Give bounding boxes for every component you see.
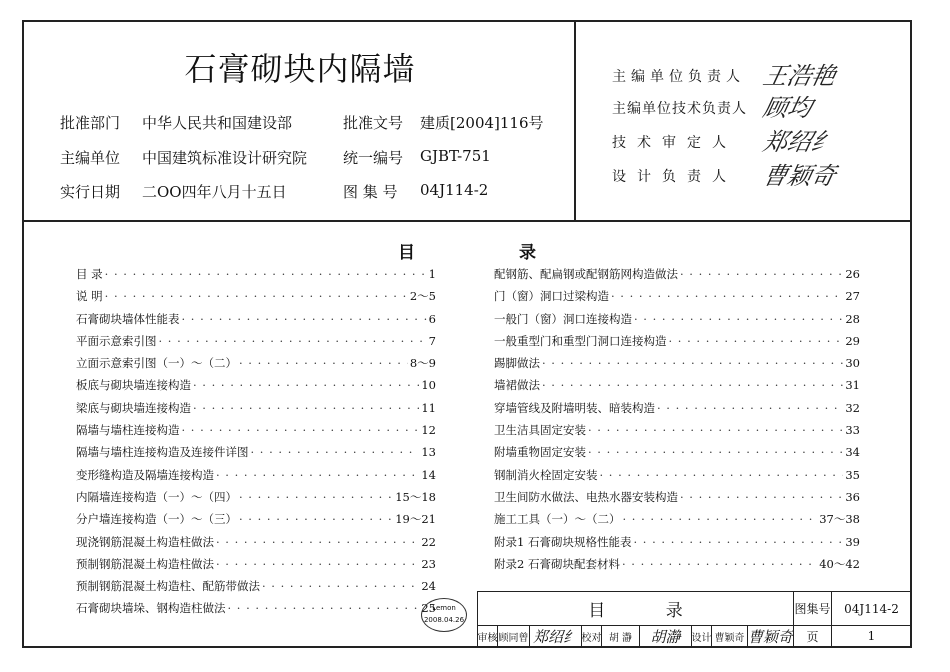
toc-entry-title: 内隔墙连接构造（一）～（四）: [76, 489, 237, 504]
toc-entry[interactable]: [494, 288, 860, 310]
responsible-role-2: 主编单位技术负责人: [612, 101, 747, 117]
toc-leader-dots: [193, 401, 419, 415]
toc-entry-page: 37～38: [819, 512, 860, 527]
responsible-role-3: 技术审定人: [612, 135, 737, 151]
toc-entry-title: 穿墙管线及附墙明装、暗装构造: [494, 400, 655, 415]
check-signature-cell: 胡瀞: [640, 626, 692, 647]
toc-entry[interactable]: [76, 400, 436, 422]
toc-entry[interactable]: [76, 600, 436, 622]
toc-leader-dots: [542, 356, 843, 370]
toc-entry-page: 6: [428, 311, 436, 326]
toc-entry-page: 34: [845, 445, 860, 460]
toc-entry[interactable]: [494, 489, 860, 511]
atlas-no-value: 04J114-2: [420, 181, 489, 199]
toc-entry[interactable]: [76, 534, 436, 556]
toc-entry-title: 卫生洁具固定安装: [494, 423, 586, 438]
signature-1: 王浩艳: [760, 62, 839, 90]
toc-leader-dots: [182, 423, 420, 437]
toc-entry-page: 29: [845, 333, 860, 348]
review-signature-cell: 郑绍纟: [530, 626, 582, 647]
toc-entry-page: 2～5: [409, 289, 436, 304]
toc-entry-title: 隔墙与墙柱连接构造及连接件详图: [76, 445, 249, 460]
design-label-cell: 设计: [692, 626, 712, 647]
title-block: [477, 591, 912, 648]
header-divider: [22, 220, 912, 222]
responsible-role-4: 设计负责人: [612, 169, 737, 185]
atlas-label-cell: 图集号: [794, 592, 832, 626]
editor-unit-value: 中国建筑标准设计研究院: [142, 149, 308, 167]
toc-entry-page: 36: [845, 489, 860, 504]
toc-leader-dots: [239, 490, 393, 504]
toc-leader-dots: [105, 289, 408, 303]
toc-entry-title: 立面示意索引图（一）～（二）: [76, 356, 237, 371]
toc-entry-title: 分户墙连接构造（一）～（三）: [76, 512, 237, 527]
toc-entry-page: 12: [421, 423, 436, 438]
title-block-name-right: 录: [665, 601, 683, 621]
toc-leader-dots: [588, 445, 843, 459]
toc-entry-page: 26: [845, 267, 860, 281]
toc-leader-dots: [633, 535, 843, 549]
toc-entry[interactable]: [494, 422, 860, 444]
toc-entry-page: 28: [845, 311, 860, 326]
toc-entry-page: 10: [421, 378, 436, 393]
toc-entry[interactable]: [76, 444, 436, 466]
check-label-cell: 校对: [582, 626, 602, 647]
signature-3: 郑绍纟: [760, 128, 839, 156]
toc-entry-page: 11: [421, 400, 436, 415]
toc-leader-dots: [262, 579, 419, 593]
toc-entry-title: 变形缝构造及隔墙连接构造: [76, 467, 214, 482]
toc-entry[interactable]: [76, 578, 436, 600]
toc-entry-title: 钢制消火栓固定安装: [494, 467, 598, 482]
toc-leader-dots: [239, 512, 393, 526]
toc-entry[interactable]: [494, 333, 860, 355]
toc-leader-dots: [657, 401, 843, 415]
effective-date-label: 实行日期: [60, 183, 121, 201]
toc-entry-title: 附墙重物固定安装: [494, 445, 586, 460]
toc-leader-dots: [600, 468, 844, 482]
toc-entry-title: 梁底与砌块墙连接构造: [76, 400, 191, 415]
toc-entry[interactable]: [494, 311, 860, 333]
toc-entry[interactable]: [494, 266, 860, 288]
toc-entry-title: 墙裙做法: [494, 378, 540, 393]
toc-entry-page: 15～18: [395, 489, 436, 504]
toc-entry-title: 平面示意索引图: [76, 333, 157, 348]
page-label-cell: 页: [794, 626, 832, 647]
toc-entry-title: 踢脚做法: [494, 356, 540, 371]
toc-entry-title: 现浇钢筋混凝土构造柱做法: [76, 534, 214, 549]
toc-entry-page: 23: [421, 556, 436, 571]
toc-entry-title: 一般重型门和重型门洞口连接构造: [494, 333, 667, 348]
toc-heading-left: 目: [398, 243, 415, 263]
toc-leader-dots: [182, 312, 427, 326]
signature-2: 顾均: [760, 94, 815, 122]
document-title: 石膏砌块内隔墙: [184, 50, 416, 88]
toc-entry-page: 27: [845, 289, 860, 304]
review-name-cell: 顾同曾: [498, 626, 530, 647]
toc-leader-dots: [216, 468, 419, 482]
toc-entry-title: 预制钢筋混凝土构造柱做法: [76, 556, 214, 571]
toc-entry-page: 13: [421, 445, 436, 460]
design-name-cell: 曹颖奇: [712, 626, 748, 647]
unified-no-value: GJBT-751: [420, 147, 491, 165]
effective-date-value: 二OO四年八月十五日: [142, 183, 287, 201]
toc-leader-dots: [216, 535, 419, 549]
signature-4: 曹颖奇: [760, 162, 839, 190]
toc-entry-page: 22: [421, 534, 436, 549]
toc-entry-page: 24: [421, 579, 436, 594]
page-value-cell: 1: [832, 626, 912, 647]
toc-left-column: [76, 266, 436, 623]
toc-entry[interactable]: [76, 422, 436, 444]
title-block-name: [478, 592, 794, 626]
toc-entry[interactable]: [494, 355, 860, 377]
toc-entry-title: 附录2 石膏砌块配套材料: [494, 556, 620, 571]
toc-leader-dots: [634, 312, 843, 326]
toc-entry[interactable]: [76, 511, 436, 533]
toc-entry-title: 卫生间防水做法、电热水器安装构造: [494, 489, 678, 504]
toc-leader-dots: [251, 445, 420, 459]
toc-entry[interactable]: [76, 489, 436, 511]
date-stamp: [421, 598, 467, 632]
atlas-no-label: 图 集 号: [343, 183, 398, 201]
toc-entry-page: 25: [421, 601, 436, 616]
toc-entry[interactable]: [76, 556, 436, 578]
approval-doc-value: 建质[2004]116号: [420, 114, 544, 132]
toc-entry-page: 35: [845, 467, 860, 482]
toc-entry-page: 33: [845, 423, 860, 438]
toc-entry-title: 配钢筋、配扁钢或配钢筋网构造做法: [494, 267, 678, 281]
toc-leader-dots: [623, 512, 818, 526]
toc-leader-dots: [669, 334, 844, 348]
toc-leader-dots: [588, 423, 843, 437]
editor-unit-label: 主编单位: [60, 149, 121, 167]
toc-entry[interactable]: [76, 333, 436, 355]
toc-entry-title: 预制钢筋混凝土构造柱、配筋带做法: [76, 579, 260, 594]
toc-entry[interactable]: [76, 288, 436, 310]
toc-entry-page: 7: [428, 333, 436, 348]
toc-entry[interactable]: [494, 467, 860, 489]
approval-doc-label: 批准文号: [343, 114, 404, 132]
stamp-text-top: Lemon: [432, 604, 456, 612]
toc-leader-dots: [680, 267, 843, 281]
atlas-value-cell: 04J114-2: [832, 592, 912, 626]
toc-entry[interactable]: [494, 400, 860, 422]
toc-heading-right: 录: [519, 243, 536, 263]
check-name-cell: 胡 瀞: [602, 626, 640, 647]
toc-entry[interactable]: [494, 556, 860, 578]
toc-entry[interactable]: [76, 311, 436, 333]
toc-entry-title: 附录1 石膏砌块规格性能表: [494, 534, 632, 549]
toc-leader-dots: [239, 356, 408, 370]
review-label-cell: 审核: [478, 626, 498, 647]
approval-dept-label: 批准部门: [60, 114, 121, 132]
toc-entry-page: 1: [428, 267, 436, 281]
unified-no-label: 统一编号: [343, 149, 404, 167]
toc-entry-page: 14: [421, 467, 436, 482]
toc-leader-dots: [228, 601, 420, 615]
toc-entry-title: 目 录: [76, 267, 103, 281]
toc-entry-title: 施工工具（一）～（二）: [494, 512, 621, 527]
toc-entry-page: 19～21: [395, 512, 436, 527]
toc-entry-title: 说 明: [76, 289, 103, 304]
title-block-name-left: 目: [588, 601, 606, 621]
toc-leader-dots: [680, 490, 843, 504]
toc-entry-page: 8～9: [409, 356, 436, 371]
toc-entry-page: 31: [845, 378, 860, 393]
design-signature-cell: 曹颖奇: [748, 627, 794, 646]
header-vertical-divider: [574, 20, 576, 220]
stamp-text-bottom: 2008.04.26: [423, 616, 465, 624]
responsible-role-1: 主编单位负责人: [612, 69, 745, 85]
toc-entry-page: 40～42: [819, 556, 860, 571]
toc-leader-dots: [542, 378, 843, 392]
toc-entry[interactable]: [494, 377, 860, 399]
toc-leader-dots: [216, 557, 419, 571]
toc-entry-page: 30: [845, 356, 860, 371]
toc-leader-dots: [611, 289, 843, 303]
approval-dept-value: 中华人民共和国建设部: [142, 114, 293, 132]
toc-entry[interactable]: [76, 377, 436, 399]
toc-entry-title: 一般门（窗）洞口连接构造: [494, 311, 632, 326]
toc-entry[interactable]: [494, 511, 860, 533]
toc-entry[interactable]: [76, 467, 436, 489]
toc-entry[interactable]: [76, 355, 436, 377]
toc-entry-page: 39: [845, 534, 860, 549]
toc-entry-title: 门（窗）洞口过梁构造: [494, 289, 609, 304]
toc-entry-title: 板底与砌块墙连接构造: [76, 378, 191, 393]
toc-right-column: [494, 266, 860, 578]
toc-leader-dots: [159, 334, 427, 348]
toc-entry[interactable]: [494, 444, 860, 466]
toc-entry-title: 石膏砌块墙垛、钢构造柱做法: [76, 601, 226, 616]
toc-entry-page: 32: [845, 400, 860, 415]
toc-leader-dots: [193, 378, 419, 392]
toc-entry-title: 隔墙与墙柱连接构造: [76, 423, 180, 438]
toc-entry[interactable]: [494, 534, 860, 556]
toc-entry-title: 石膏砌块墙体性能表: [76, 311, 180, 326]
toc-entry[interactable]: [76, 266, 436, 288]
toc-leader-dots: [622, 557, 817, 571]
toc-leader-dots: [105, 267, 427, 281]
